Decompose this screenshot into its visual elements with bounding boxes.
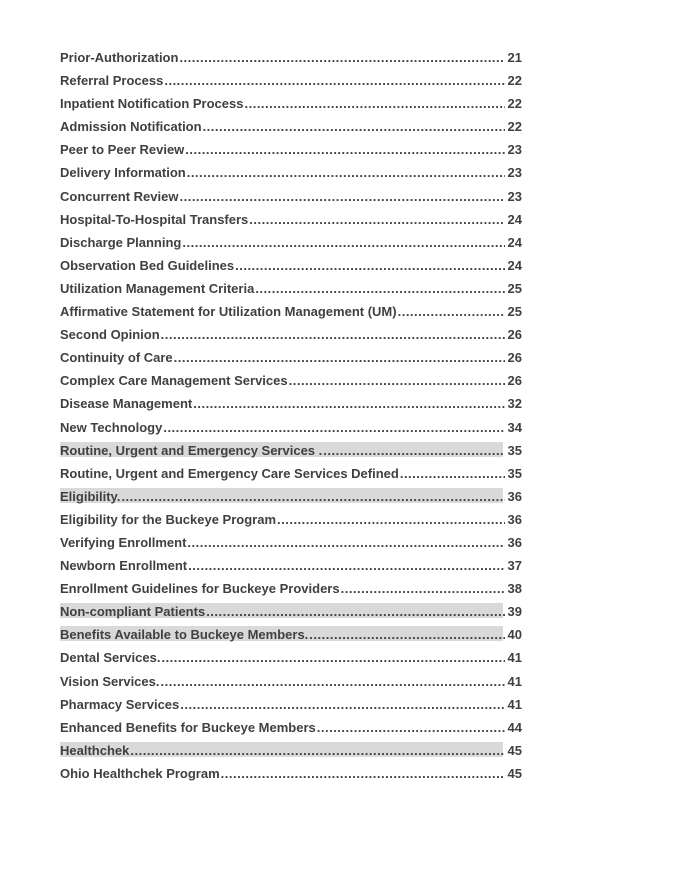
- toc-entry-page-number: 22: [507, 96, 522, 112]
- toc-entry-line: [60, 443, 522, 458]
- toc-entry-dot-leader: [277, 512, 505, 527]
- toc-entry-dot-leader: [244, 96, 504, 111]
- toc-entry-line: [60, 674, 522, 689]
- toc-entry-title: Concurrent Review: [60, 188, 179, 204]
- toc-entry[interactable]: [60, 301, 522, 324]
- toc-entry-page-number: 36: [507, 511, 522, 527]
- toc-entry-line: [60, 420, 522, 435]
- toc-entry[interactable]: [60, 232, 522, 255]
- toc-entry[interactable]: [60, 370, 522, 393]
- toc-entry-page-number: 45: [507, 742, 522, 758]
- toc-entry-dot-leader: [161, 650, 504, 665]
- toc-entry-page-number: 26: [507, 327, 522, 343]
- toc-entry-dot-leader: [121, 489, 504, 504]
- toc-entry-page-number: 34: [507, 419, 522, 435]
- toc-entry-dot-leader: [206, 604, 504, 619]
- toc-entry-dot-leader: [235, 258, 504, 273]
- toc-entry-title: Referral Process: [60, 73, 164, 89]
- toc-entry-dot-leader: [174, 350, 505, 365]
- toc-entry-dot-leader: [255, 281, 504, 296]
- toc-entry-page-number: 38: [507, 581, 522, 597]
- toc-entry-title: Hospital-To-Hospital Transfers: [60, 211, 249, 227]
- toc-entry[interactable]: [60, 417, 522, 440]
- toc-entry[interactable]: [60, 209, 522, 232]
- toc-entry-line: [60, 697, 522, 712]
- toc-entry-line: [60, 281, 522, 296]
- toc-entry-page-number: 39: [507, 604, 522, 620]
- toc-entry-line: [60, 50, 522, 65]
- toc-entry-dot-leader: [163, 420, 504, 435]
- toc-entry-title: Observation Bed Guidelines: [60, 257, 235, 273]
- toc-entry-title: Enrollment Guidelines for Buckeye Providers: [60, 581, 340, 597]
- toc-entry-title: Eligibility for the Buckeye Program: [60, 511, 276, 527]
- toc-entry-page-number: 35: [507, 465, 522, 481]
- toc-entry-page-number: 26: [507, 350, 522, 366]
- toc-entry-page-number: 21: [507, 50, 522, 65]
- toc-entry[interactable]: [60, 93, 522, 116]
- toc-entry-title: Complex Care Management Services: [60, 373, 288, 389]
- toc-entry-dot-leader: [161, 674, 505, 689]
- toc-entry-title: Dental Services.: [60, 650, 161, 666]
- toc-entry-title: Ohio Healthchek Program: [60, 765, 220, 781]
- toc-entry-title: Affirmative Statement for Utilization Management (UM): [60, 304, 397, 320]
- toc-entry-dot-leader: [161, 327, 505, 342]
- toc-entry-line: [60, 189, 522, 204]
- toc-entry-line: [60, 581, 522, 596]
- toc-entry[interactable]: [60, 647, 522, 670]
- toc-entry-title: Vision Services.: [60, 673, 160, 689]
- toc-entry-line: [60, 119, 522, 134]
- toc-entry-page-number: 41: [507, 650, 522, 666]
- toc-entry-line: [60, 73, 522, 88]
- toc-entry-page-number: 41: [507, 696, 522, 712]
- toc-entry-page-number: 45: [507, 765, 522, 781]
- toc-entry-line: [60, 258, 522, 273]
- toc-entry[interactable]: [60, 162, 522, 185]
- toc-entry-page-number: 23: [507, 142, 522, 158]
- toc-entry-title: Benefits Available to Buckeye Members.: [60, 627, 309, 643]
- toc-entry-dot-leader: [182, 235, 504, 250]
- toc-entry[interactable]: [60, 763, 522, 786]
- toc-entry-title: Delivery Information: [60, 165, 186, 181]
- toc-entry-page-number: 35: [507, 442, 522, 458]
- toc-entry-dot-leader: [193, 396, 504, 411]
- toc-entry[interactable]: [60, 532, 522, 555]
- toc-entry[interactable]: [60, 255, 522, 278]
- toc-entry-page-number: 37: [507, 558, 522, 574]
- toc-entry-dot-leader: [164, 73, 504, 88]
- toc-entry-page-number: 44: [507, 719, 522, 735]
- toc-entry-line: [60, 96, 522, 111]
- toc-entry-title: Verifying Enrollment: [60, 534, 187, 550]
- toc-entry[interactable]: [60, 324, 522, 347]
- toc-entry[interactable]: [60, 393, 522, 416]
- toc-entry-title: New Technology: [60, 419, 163, 435]
- toc-entry-line: [60, 396, 522, 411]
- toc-entry-title: Peer to Peer Review: [60, 142, 185, 158]
- toc-entry-page-number: 25: [507, 304, 522, 320]
- toc-entry-dot-leader: [187, 165, 505, 180]
- toc-entry-page-number: 26: [507, 373, 522, 389]
- toc-entry-dot-leader: [203, 119, 505, 134]
- toc-entry-dot-leader: [188, 558, 504, 573]
- toc-entry-line: [60, 235, 522, 250]
- toc-entry-title: Non-compliant Patients: [60, 604, 206, 620]
- toc-entry-dot-leader: [249, 212, 504, 227]
- toc-entry[interactable]: [60, 578, 522, 601]
- toc-entry-page-number: 23: [507, 188, 522, 204]
- toc-entry[interactable]: [60, 278, 522, 301]
- toc-entry-line: [60, 212, 522, 227]
- toc-entry-line: [60, 650, 522, 665]
- toc-entry-title: Eligibility.: [60, 488, 121, 504]
- toc-entry-title: Continuity of Care: [60, 350, 173, 366]
- toc-entry-line: [60, 604, 522, 619]
- toc-entry[interactable]: [60, 70, 522, 93]
- toc-entry-dot-leader: [179, 50, 504, 65]
- toc-entry-dot-leader: [179, 189, 504, 204]
- toc-entry-page-number: 23: [507, 165, 522, 181]
- toc-entry[interactable]: [60, 139, 522, 162]
- toc-entry-line: [60, 350, 522, 365]
- toc-entry-title: Routine, Urgent and Emergency Services .: [60, 442, 323, 458]
- toc-entry-page-number: 40: [507, 627, 522, 643]
- toc-entry[interactable]: [60, 116, 522, 139]
- toc-entry[interactable]: [60, 47, 522, 70]
- toc-entry-dot-leader: [221, 766, 505, 781]
- toc-entry[interactable]: [60, 601, 522, 624]
- toc-entry-title: Second Opinion: [60, 327, 160, 343]
- toc-entry[interactable]: [60, 624, 522, 647]
- toc-entry-dot-leader: [185, 142, 504, 157]
- toc-entry[interactable]: [60, 671, 522, 694]
- toc-entry-dot-leader: [289, 373, 505, 388]
- toc-entry-page-number: 36: [507, 534, 522, 550]
- toc-entry-line: [60, 489, 522, 504]
- toc-entry-dot-leader: [341, 581, 505, 596]
- toc-entry-title: Admission Notification: [60, 119, 202, 135]
- toc-entry-line: [60, 743, 522, 758]
- toc-entry[interactable]: [60, 440, 522, 463]
- toc-entry-line: [60, 327, 522, 342]
- toc-entry-dot-leader: [309, 627, 504, 642]
- toc-entry-page-number: 32: [507, 396, 522, 412]
- toc-entry-line: [60, 535, 522, 550]
- toc-entry-page-number: 24: [507, 257, 522, 273]
- toc-entry-dot-leader: [323, 443, 504, 458]
- toc-entry-dot-leader: [180, 697, 504, 712]
- toc-entry-title: Healthchek: [60, 742, 130, 758]
- toc-entry-title: Discharge Planning: [60, 234, 182, 250]
- toc-entry-title: Enhanced Benefits for Buckeye Members: [60, 719, 316, 735]
- toc-entry[interactable]: [60, 486, 522, 509]
- toc-entry-page-number: 24: [507, 211, 522, 227]
- toc-entry[interactable]: [60, 186, 522, 209]
- toc-entry[interactable]: [60, 555, 522, 578]
- toc-entry-dot-leader: [400, 466, 505, 481]
- toc-entry-line: [60, 766, 522, 781]
- toc-entry-line: [60, 304, 522, 319]
- toc-entry-line: [60, 512, 522, 527]
- toc-entry-dot-leader: [398, 304, 505, 319]
- toc-entry-dot-leader: [130, 743, 504, 758]
- toc-entry[interactable]: [60, 717, 522, 740]
- toc-entry[interactable]: [60, 740, 522, 763]
- toc-entry-page-number: 22: [507, 73, 522, 89]
- toc-entry-title: Prior-Authorization: [60, 50, 179, 65]
- toc-entry-page-number: 41: [507, 673, 522, 689]
- toc-entry-title: Routine, Urgent and Emergency Care Services Defined: [60, 465, 399, 481]
- toc-entry[interactable]: [60, 509, 522, 532]
- toc-entry[interactable]: [60, 694, 522, 717]
- toc-entry-line: [60, 142, 522, 157]
- toc-entry-title: Inpatient Notification Process: [60, 96, 244, 112]
- table-of-contents: [60, 47, 522, 786]
- toc-entry-dot-leader: [187, 535, 504, 550]
- toc-entry-line: [60, 165, 522, 180]
- toc-entry-line: [60, 627, 522, 642]
- toc-entry-page-number: 25: [507, 280, 522, 296]
- toc-entry-line: [60, 466, 522, 481]
- toc-entry-dot-leader: [317, 720, 505, 735]
- toc-entry-title: Utilization Management Criteria: [60, 280, 255, 296]
- toc-entry-line: [60, 373, 522, 388]
- toc-entry[interactable]: [60, 347, 522, 370]
- toc-entry-title: Newborn Enrollment: [60, 558, 188, 574]
- toc-entry-line: [60, 558, 522, 573]
- toc-entry-page-number: 24: [507, 234, 522, 250]
- toc-entry-title: Disease Management: [60, 396, 193, 412]
- toc-entry-page-number: 36: [507, 488, 522, 504]
- toc-entry[interactable]: [60, 463, 522, 486]
- toc-entry-page-number: 22: [507, 119, 522, 135]
- toc-entry-title: Pharmacy Services: [60, 696, 180, 712]
- toc-entry-line: [60, 720, 522, 735]
